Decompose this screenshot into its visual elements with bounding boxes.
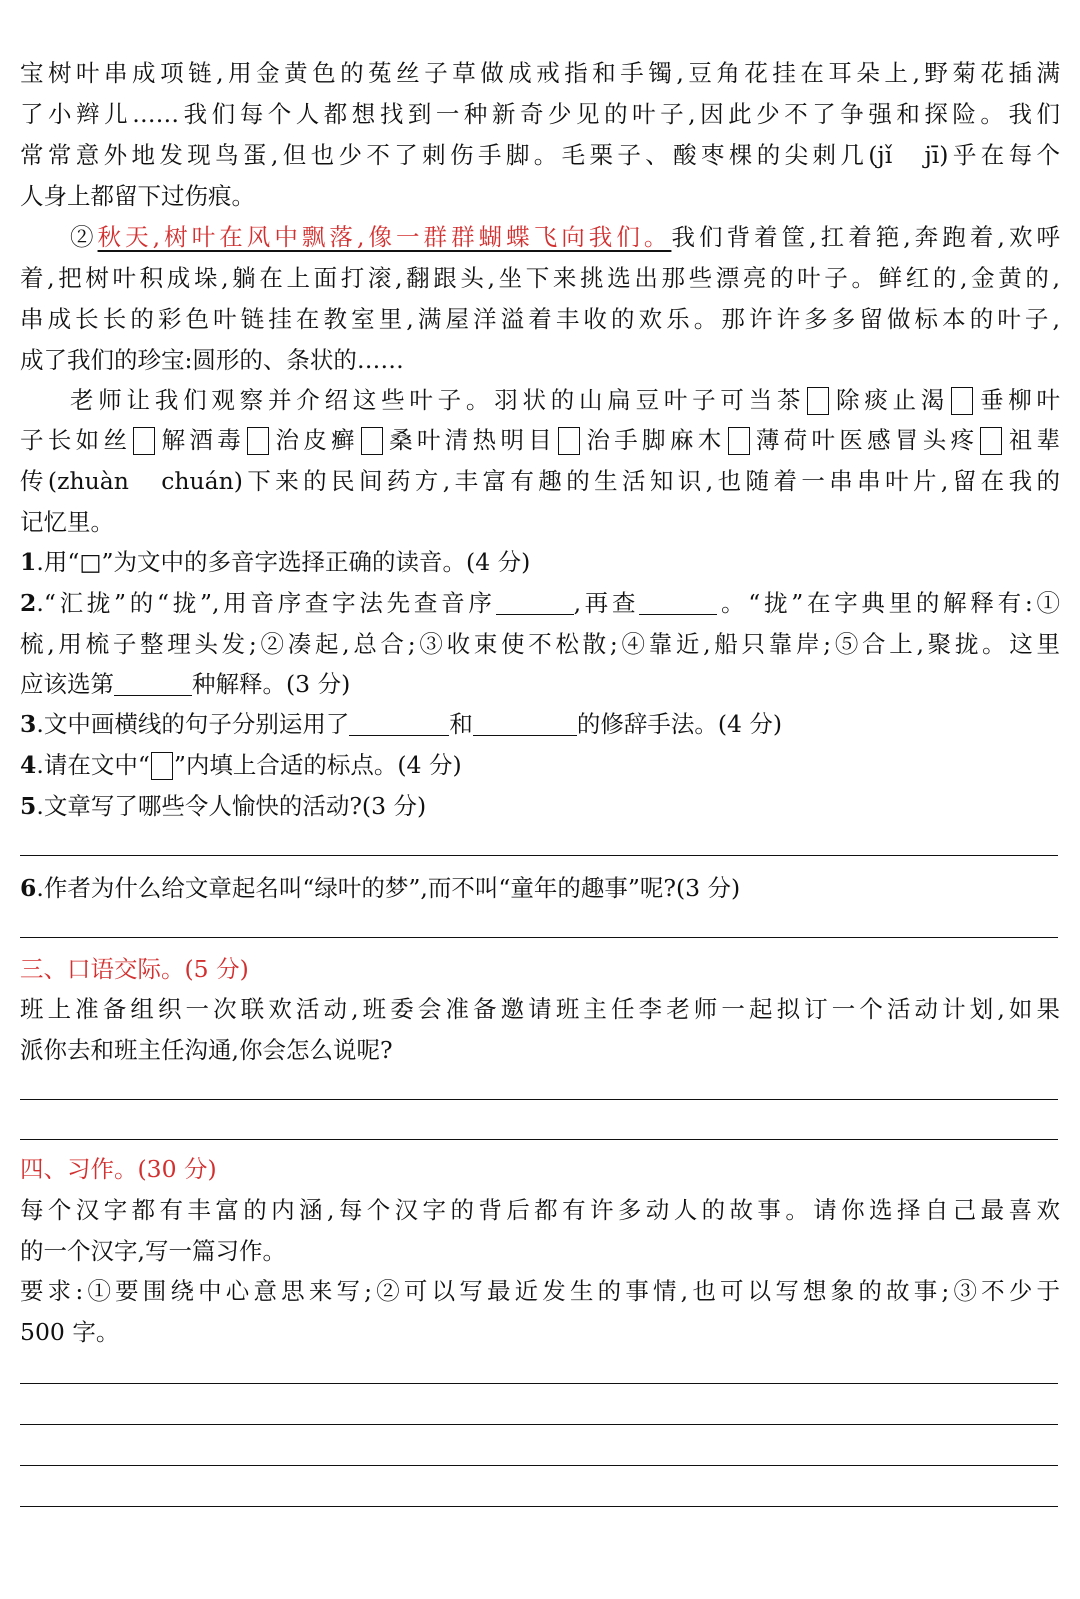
question-1 — [20, 546, 530, 578]
passage-text: 治手脚麻木 — [582, 426, 726, 454]
answer-line[interactable] — [20, 1139, 1058, 1140]
passage-line: 了小辫儿……我们每个人都想找到一种新奇少见的叶子,因此少不了争强和探险。我们 — [20, 100, 1060, 128]
paragraph-marker: ② — [70, 223, 98, 251]
section-4-requirements: 500 字。 — [20, 1318, 120, 1346]
section-4-requirements: 要求:①要围绕中心意思来写;②可以写最近发生的事情,也可以写想象的故事;③不少于 — [20, 1277, 1060, 1305]
question-2-line3 — [20, 668, 350, 700]
question-text: .请在文中“ — [36, 751, 150, 779]
answer-blank[interactable] — [114, 671, 192, 696]
answer-line[interactable] — [20, 855, 1058, 856]
passage-line: 着,把树叶积成垛,躺在上面打滚,翻跟头,坐下来挑选出那些漂亮的叶子。鲜红的,金黄的, — [20, 264, 1060, 292]
passage-text: 祖辈 — [1004, 426, 1061, 454]
passage-text: 除痰止渴 — [831, 386, 950, 414]
passage-text: 子长如丝 — [20, 426, 132, 454]
passage-text: 桑叶清热明目 — [384, 426, 557, 454]
question-number: 5 — [20, 792, 37, 820]
question-2-line2: 梳,用梳子整理头发;②凑起,总合;③收束使不松散;④靠近,船只靠岸;⑤合上,聚拢。这里 — [20, 630, 1060, 658]
passage-line: 成了我们的珍宝:圆形的、条状的…… — [20, 346, 404, 374]
question-number: 4 — [20, 751, 37, 779]
question-5 — [20, 790, 426, 822]
answer-blank[interactable] — [496, 590, 574, 615]
passage-text: 老师让我们观察并介绍这些叶子。羽状的山扁豆叶子可当茶 — [70, 386, 806, 414]
punctuation-box[interactable] — [980, 427, 1002, 455]
question-text: .“汇拢”的“拢”,用音序查字法先查音序 — [36, 589, 496, 617]
passage-text: 薄荷叶医感冒头疼 — [751, 426, 979, 454]
question-text: 种解释。(3 分) — [192, 670, 351, 698]
question-3 — [20, 708, 782, 740]
writing-line[interactable] — [20, 1506, 1058, 1507]
question-text: 。“拢”在字典里的解释有:① — [717, 589, 1060, 617]
question-text: 的修辞手法。(4 分) — [576, 710, 783, 738]
question-text: .作者为什么给文章起名叫“绿叶的梦”,而不叫“童年的趣事”呢?(3 分) — [36, 874, 741, 902]
answer-blank[interactable] — [349, 711, 449, 736]
question-number: 6 — [20, 874, 37, 902]
passage-p3-line2 — [20, 424, 1060, 456]
writing-line[interactable] — [20, 1465, 1058, 1466]
section-3-text: 派你去和班主任沟通,你会怎么说呢? — [20, 1036, 393, 1064]
question-2 — [20, 587, 1060, 619]
question-6 — [20, 872, 740, 904]
question-text: .用“□”为文中的多音字选择正确的读音。(4 分) — [36, 548, 531, 576]
punctuation-box[interactable] — [807, 387, 829, 415]
question-number: 2 — [20, 589, 37, 617]
section-3-heading: 三、口语交际。(5 分) — [20, 955, 249, 983]
answer-blank[interactable] — [473, 711, 577, 736]
question-text: ,再查 — [573, 589, 640, 617]
passage-text: 垂柳叶 — [975, 386, 1061, 414]
passage-line: 常常意外地发现鸟蛋,但也少不了刺伤手脚。毛栗子、酸枣棵的尖刺几(jǐ jī)乎在每个 — [20, 141, 1060, 169]
passage-line: 人身上都留下过伤痕。 — [20, 182, 255, 210]
punctuation-box[interactable] — [247, 427, 269, 455]
passage-text: 我们背着筐,扛着筢,奔跑着,欢呼 — [671, 223, 1060, 251]
writing-line[interactable] — [20, 1424, 1058, 1425]
question-text: .文中画横线的句子分别运用了 — [36, 710, 350, 738]
passage-line: 串成长长的彩色叶链挂在教室里,满屋洋溢着丰收的欢乐。那许许多多留做标本的叶子, — [20, 305, 1060, 333]
answer-line[interactable] — [20, 937, 1058, 938]
question-text: 应该选第 — [20, 670, 114, 698]
punctuation-box[interactable] — [361, 427, 383, 455]
passage-line: 宝树叶串成项链,用金黄色的菟丝子草做成戒指和手镯,豆角花挂在耳朵上,野菊花插满 — [20, 59, 1060, 87]
section-4-text: 每个汉字都有丰富的内涵,每个汉字的背后都有许多动人的故事。请你选择自己最喜欢 — [20, 1196, 1060, 1224]
passage-p2-first-line — [70, 221, 1060, 253]
question-4 — [20, 749, 462, 781]
section-4-heading: 四、习作。(30 分) — [20, 1155, 217, 1183]
passage-text: 解酒毒 — [157, 426, 246, 454]
question-text: ”内填上合适的标点。(4 分) — [173, 751, 462, 779]
section-4-text: 的一个汉字,写一篇习作。 — [20, 1237, 286, 1265]
punctuation-box[interactable] — [558, 427, 580, 455]
question-text: .文章写了哪些令人愉快的活动?(3 分) — [36, 792, 427, 820]
passage-line: 记忆里。 — [20, 508, 114, 536]
answer-blank[interactable] — [639, 590, 717, 615]
punctuation-box[interactable] — [728, 427, 750, 455]
punctuation-box[interactable] — [951, 387, 973, 415]
underlined-sentence: 秋天,树叶在风中飘落,像一群群蝴蝶飞向我们。 — [97, 223, 672, 251]
section-3-text: 班上准备组织一次联欢活动,班委会准备邀请班主任李老师一起拟订一个活动计划,如果 — [20, 995, 1060, 1023]
writing-line[interactable] — [20, 1383, 1058, 1384]
punctuation-box[interactable] — [133, 427, 155, 455]
passage-line: 传(zhuàn chuán)下来的民间药方,丰富有趣的生活知识,也随着一串串叶片,留在我的 — [20, 467, 1060, 495]
passage-text: 治皮癣 — [271, 426, 359, 454]
punctuation-box-icon — [151, 752, 173, 780]
question-number: 1 — [20, 548, 37, 576]
question-number: 3 — [20, 710, 37, 738]
answer-line[interactable] — [20, 1099, 1058, 1100]
question-text: 和 — [449, 710, 473, 738]
passage-p3-line1 — [70, 384, 1060, 416]
